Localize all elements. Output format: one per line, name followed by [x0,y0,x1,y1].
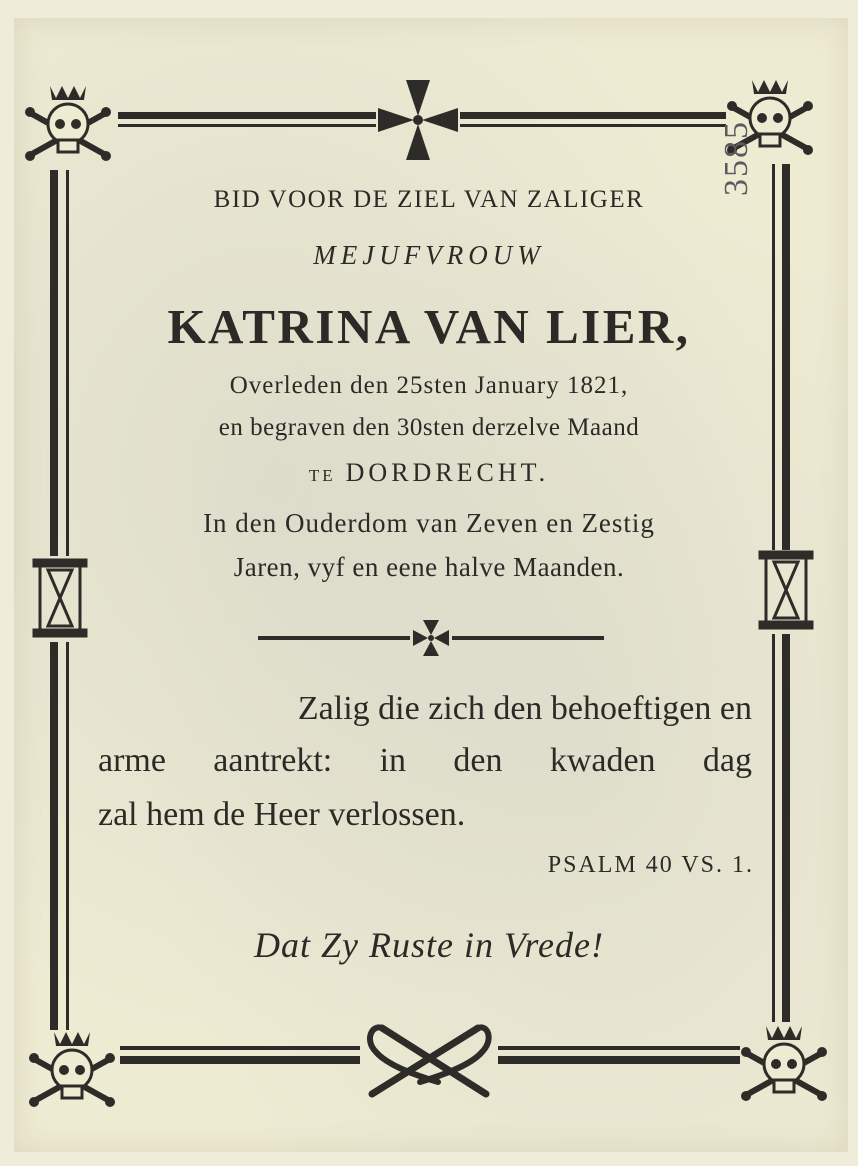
skull-crossbones-icon [741,1026,827,1101]
place-name: DORDRECHT. [345,458,550,487]
crossed-scythes-icon [370,1027,489,1094]
age-line-1: In den Ouderdom van Zeven en Zestig [203,508,655,538]
section-divider [258,620,604,656]
age-line-2: Jaren, vyf en eene halve Maanden. [233,552,625,582]
deceased-name: KATRINA VAN LIER, [167,299,691,354]
skull-crossbones-icon [25,86,111,161]
dedication-line: BID VOOR DE ZIEL VAN ZALIGER [213,186,645,213]
verse-reference: PSALM 40 VS. 1. [547,852,754,878]
verse-line-1: Zalig die zich den behoeftigen en [297,690,752,727]
honorific-title: MEJUFVROUW [313,240,545,270]
closing-prayer: Dat Zy Ruste in Vrede! [254,925,604,965]
place-line [0,458,858,488]
burial-line: en begraven den 30sten derzelve Maand [218,414,640,441]
maltese-cross-icon [413,620,449,656]
skull-crossbones-icon [29,1032,115,1107]
death-date-line: Overleden den 25sten January 1821, [229,372,629,399]
verse-line-3: zal hem de Heer verlossen. [98,796,466,833]
maltese-cross-icon [378,80,458,160]
place-prefix: TE [308,466,336,485]
verse-line-2: arme aantrekt: in den kwaden dag [98,742,752,779]
handwritten-catalog-number: 3585 [718,120,755,196]
